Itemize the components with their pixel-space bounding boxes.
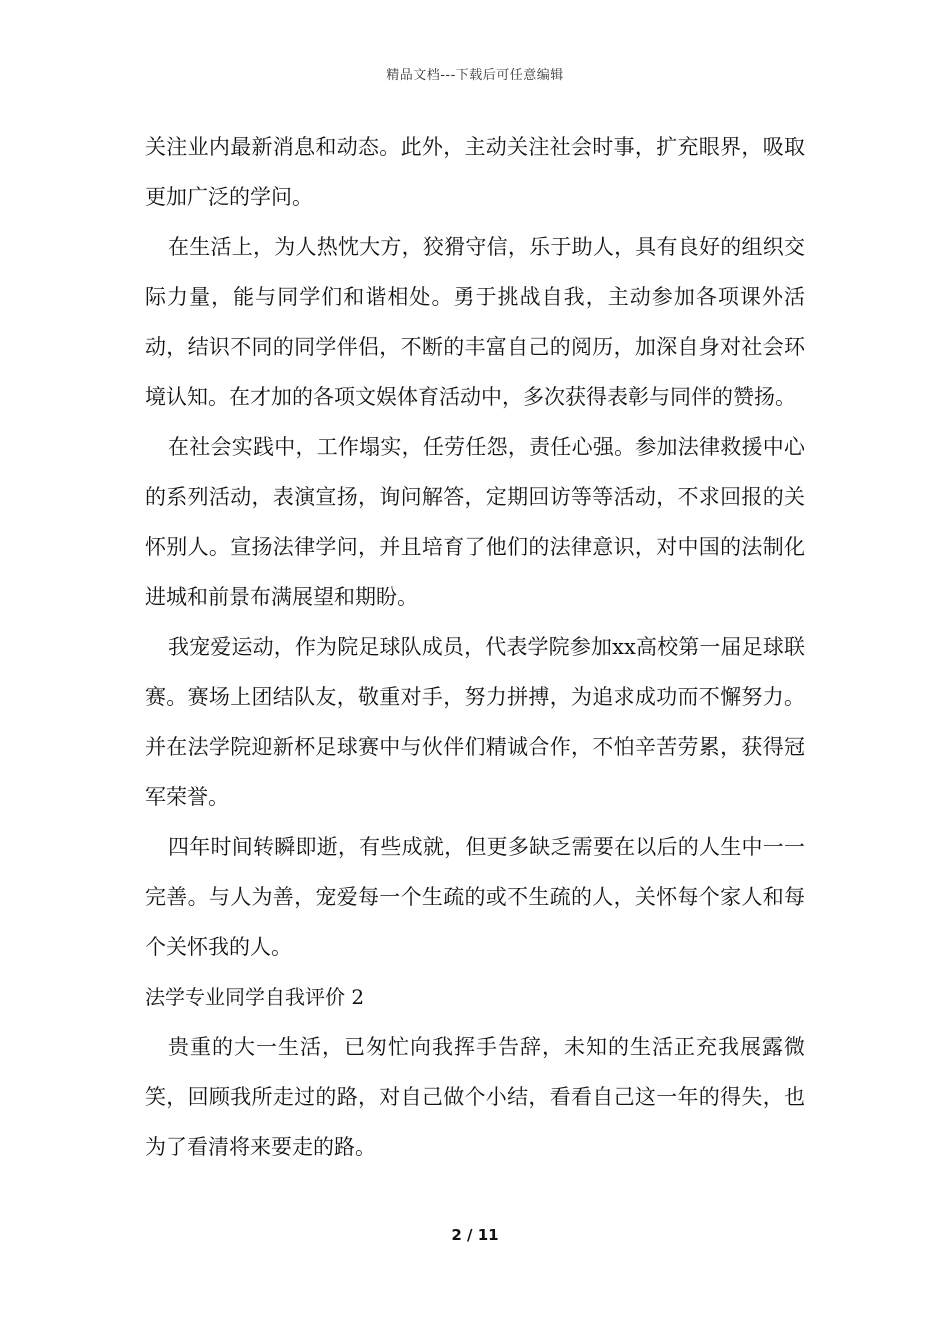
- paragraph-5: 四年时间转瞬即逝，有些成就，但更多缺乏需要在以后的人生中一一完善。与人为善，宠爱每一个生疏的或不生疏的人，关怀每个家人和每个关怀我的人。: [145, 835, 805, 959]
- paragraph-1: 关注业内最新消息和动态。此外，主动关注社会时事，扩充眼界，吸取更加广泛的学问。: [145, 135, 805, 209]
- section-heading: 法学专业同学自我评价 2: [145, 985, 365, 1009]
- paragraph-3: 在社会实践中，工作塌实，任劳任怨，责任心强。参加法律救援中心的系列活动，表演宣扬，询问解答，定期回访等等活动，不求回报的关怀别人。宣扬法律学问，并且培育了他们的法律意识，对中国的法制化进城和前景布满展望和期盼。: [145, 435, 805, 609]
- paragraph-6: 贵重的大一生活，已匆忙向我挥手告辞，未知的生活正充我展露微笑，回顾我所走过的路，对自己做个小结，看看自己这一年的得失，也为了看清将来要走的路。: [145, 1035, 805, 1159]
- paragraph-2: 在生活上，为人热忱大方，狡猾守信，乐于助人，具有良好的组织交际力量，能与同学们和谐相处。勇于挑战自我，主动参加各项课外活动，结识不同的同学伴侣，不断的丰富自己的阅历，加深自身对社会环境认知。在才加的各项文娱体育活动中，多次获得表彰与同伴的赞扬。: [145, 235, 805, 409]
- document-body: [145, 122, 805, 1172]
- page-header: 精品文档---下载后可任意编辑: [386, 68, 564, 83]
- page-number: 2 / 11: [451, 1226, 499, 1244]
- paragraph-4: 我宠爱运动，作为院足球队成员，代表学院参加xx高校第一届足球联赛。赛场上团结队友，敬重对手，努力拼搏，为追求成功而不懈努力。并在法学院迎新杯足球赛中与伙伴们精诚合作，不怕辛苦劳累，获得冠军荣誉。: [145, 635, 805, 809]
